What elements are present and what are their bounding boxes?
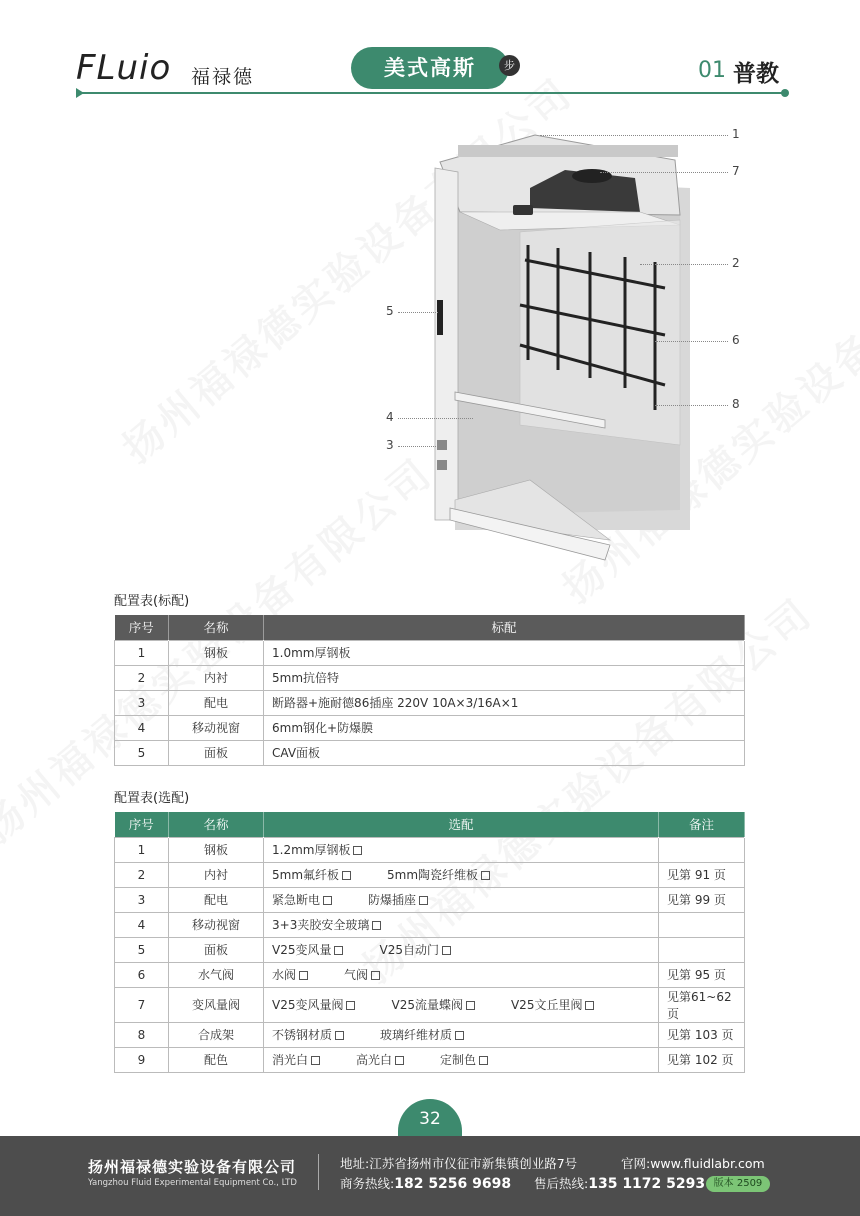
note-cell: 见第 99 页	[659, 887, 745, 912]
callout-8: 8	[732, 397, 740, 411]
option-label: 消光白	[272, 1053, 309, 1067]
checkbox[interactable]	[346, 1001, 355, 1010]
table-row: 7 变风量阀 V25变风量阀 V25流量蝶阀 V25文丘里阀 见第61~62页	[115, 987, 745, 1022]
option-cell	[264, 937, 659, 962]
logo-text: 福禄德	[191, 66, 255, 88]
callout-3: 3	[386, 438, 394, 452]
option-label: V25变风量阀	[272, 998, 344, 1012]
option-label: 玻璃纤维材质	[380, 1028, 453, 1042]
option-label: 1.2mm厚钢板	[272, 843, 351, 857]
option-label: 高光白	[356, 1053, 393, 1067]
option-label: V25文丘里阀	[510, 998, 583, 1012]
callout-line	[655, 341, 728, 342]
option-item	[272, 918, 381, 932]
column-header: 名称	[169, 812, 264, 837]
callout-line	[398, 418, 473, 419]
divider-dot-icon	[781, 89, 789, 97]
checkbox[interactable]	[466, 1001, 475, 1010]
option-item	[368, 893, 428, 907]
option-cell	[264, 1047, 659, 1072]
footer	[0, 1136, 860, 1216]
table-row: 2 内衬 5mm氟纤板 5mm陶瓷纤维板 见第 91 页	[115, 862, 745, 887]
checkbox[interactable]	[342, 871, 351, 880]
option-cell	[264, 912, 659, 937]
column-header: 序号	[115, 812, 169, 837]
column-header: 选配	[264, 812, 659, 837]
table-row: 9 配色 消光白 高光白 定制色 见第 102 页	[115, 1047, 745, 1072]
option-item	[387, 868, 490, 882]
option-item	[272, 998, 355, 1012]
option-cell	[264, 837, 659, 862]
note-cell: 见第61~62页	[659, 987, 745, 1022]
table-row: 3 配电 断路器+施耐德86插座 220V 10A×3/16A×1	[115, 690, 745, 715]
table-row: 5 面板 V25变风量 V25自动门	[115, 937, 745, 962]
callout-line	[600, 172, 728, 173]
option-item	[391, 998, 474, 1012]
callout-line	[540, 135, 728, 136]
note-cell: 见第 95 页	[659, 962, 745, 987]
table-row: 4 移动视窗 6mm钢化+防爆膜	[115, 715, 745, 740]
checkbox[interactable]	[372, 921, 381, 930]
option-item	[272, 1053, 320, 1067]
column-header: 序号	[115, 615, 169, 640]
option-item	[272, 1028, 344, 1042]
option-cell	[264, 987, 659, 1022]
option-item	[344, 968, 380, 982]
option-item	[380, 1028, 464, 1042]
callout-line	[398, 312, 438, 313]
website-link[interactable]: 官网:www.fluidlabr.com	[621, 1156, 765, 1171]
callout-6: 6	[732, 333, 740, 347]
page-number: 32	[398, 1099, 462, 1149]
checkbox[interactable]	[585, 1001, 594, 1010]
optional-config-table	[114, 812, 745, 1073]
company-name-en: Yangzhou Fluid Experimental Equipment Co., LTD	[88, 1178, 297, 1188]
table-row: 1 钢板 1.2mm厚钢板	[115, 837, 745, 862]
note-cell: 见第 91 页	[659, 862, 745, 887]
table-row: 2 内衬 5mm抗倍特	[115, 665, 745, 690]
table-row: 6 水气阀 水阀 气阀 见第 95 页	[115, 962, 745, 987]
optional-table-title: 配置表(选配)	[114, 791, 190, 806]
option-cell	[264, 862, 659, 887]
company-name: 扬州福禄德实验设备有限公司	[88, 1158, 297, 1176]
callout-line	[640, 264, 728, 265]
callout-2: 2	[732, 256, 740, 270]
column-header: 备注	[659, 812, 745, 837]
standard-config-table	[114, 615, 745, 766]
option-label: 3+3夹胶安全玻璃	[272, 918, 370, 932]
checkbox[interactable]	[419, 896, 428, 905]
note-cell	[659, 837, 745, 862]
callout-line	[398, 446, 438, 447]
option-item	[440, 1053, 488, 1067]
checkbox[interactable]	[395, 1056, 404, 1065]
section-name: 普教	[733, 61, 779, 87]
checkbox[interactable]	[353, 846, 362, 855]
table-row: 8 合成架 不锈钢材质 玻璃纤维材质 见第 103 页	[115, 1022, 745, 1047]
callout-4: 4	[386, 410, 394, 424]
note-cell: 见第 103 页	[659, 1022, 745, 1047]
option-item	[379, 943, 450, 957]
option-label: V25自动门	[379, 943, 439, 957]
note-cell	[659, 912, 745, 937]
checkbox[interactable]	[479, 1056, 488, 1065]
option-label: 不锈钢材质	[272, 1028, 333, 1042]
option-cell	[264, 962, 659, 987]
option-label: V25变风量	[272, 943, 332, 957]
checkbox[interactable]	[334, 946, 343, 955]
sales-hotline: 商务热线:182 5256 9698	[340, 1176, 512, 1192]
column-header: 标配	[264, 615, 745, 640]
checkbox[interactable]	[371, 971, 380, 980]
checkbox[interactable]	[323, 896, 332, 905]
option-label: V25流量蝶阀	[391, 998, 463, 1012]
option-label: 5mm陶瓷纤维板	[387, 868, 479, 882]
option-item	[272, 843, 362, 857]
callout-5: 5	[386, 304, 394, 318]
option-item	[272, 868, 351, 882]
option-label: 定制色	[440, 1053, 477, 1067]
checkbox[interactable]	[481, 871, 490, 880]
option-label: 水阀	[272, 968, 297, 982]
checkbox[interactable]	[311, 1056, 320, 1065]
divider-arrow-icon	[76, 88, 84, 98]
column-header: 名称	[169, 615, 264, 640]
logo: FLuio	[76, 48, 172, 88]
address: 地址:江苏省扬州市仪征市新集镇创业路7号	[340, 1156, 578, 1171]
header-divider	[76, 92, 784, 94]
table-row: 5 面板 CAV面板	[115, 740, 745, 765]
callout-7: 7	[732, 164, 740, 178]
table-row: 4 移动视窗 3+3夹胶安全玻璃	[115, 912, 745, 937]
service-hotline: 售后热线:135 1172 5293	[534, 1176, 706, 1192]
callout-1: 1	[732, 127, 740, 141]
checkbox[interactable]	[299, 971, 308, 980]
option-item	[511, 998, 594, 1012]
option-label: 气阀	[344, 968, 369, 982]
checkbox[interactable]	[455, 1031, 464, 1040]
standard-table-title: 配置表(标配)	[114, 594, 190, 609]
option-item	[272, 943, 343, 957]
table-row: 1 钢板 1.0mm厚钢板	[115, 640, 745, 665]
footer-divider	[318, 1154, 319, 1190]
option-cell	[264, 887, 659, 912]
product-title: 美式高斯	[351, 47, 509, 89]
option-item	[272, 893, 332, 907]
note-cell: 见第 102 页	[659, 1047, 745, 1072]
option-label: 防爆插座	[368, 893, 417, 907]
option-label: 5mm氟纤板	[272, 868, 340, 882]
option-item	[272, 968, 308, 982]
section-number: 01	[698, 58, 726, 83]
fume-hood-illustration	[380, 120, 780, 570]
table-row: 3 配电 紧急断电 防爆插座 见第 99 页	[115, 887, 745, 912]
checkbox[interactable]	[335, 1031, 344, 1040]
option-cell	[264, 1022, 659, 1047]
note-cell	[659, 937, 745, 962]
option-item	[356, 1053, 404, 1067]
callout-line	[655, 405, 728, 406]
option-label: 紧急断电	[272, 893, 321, 907]
checkbox[interactable]	[442, 946, 451, 955]
version-badge: 版本 2509	[706, 1176, 770, 1192]
step-badge: 步	[499, 55, 520, 76]
